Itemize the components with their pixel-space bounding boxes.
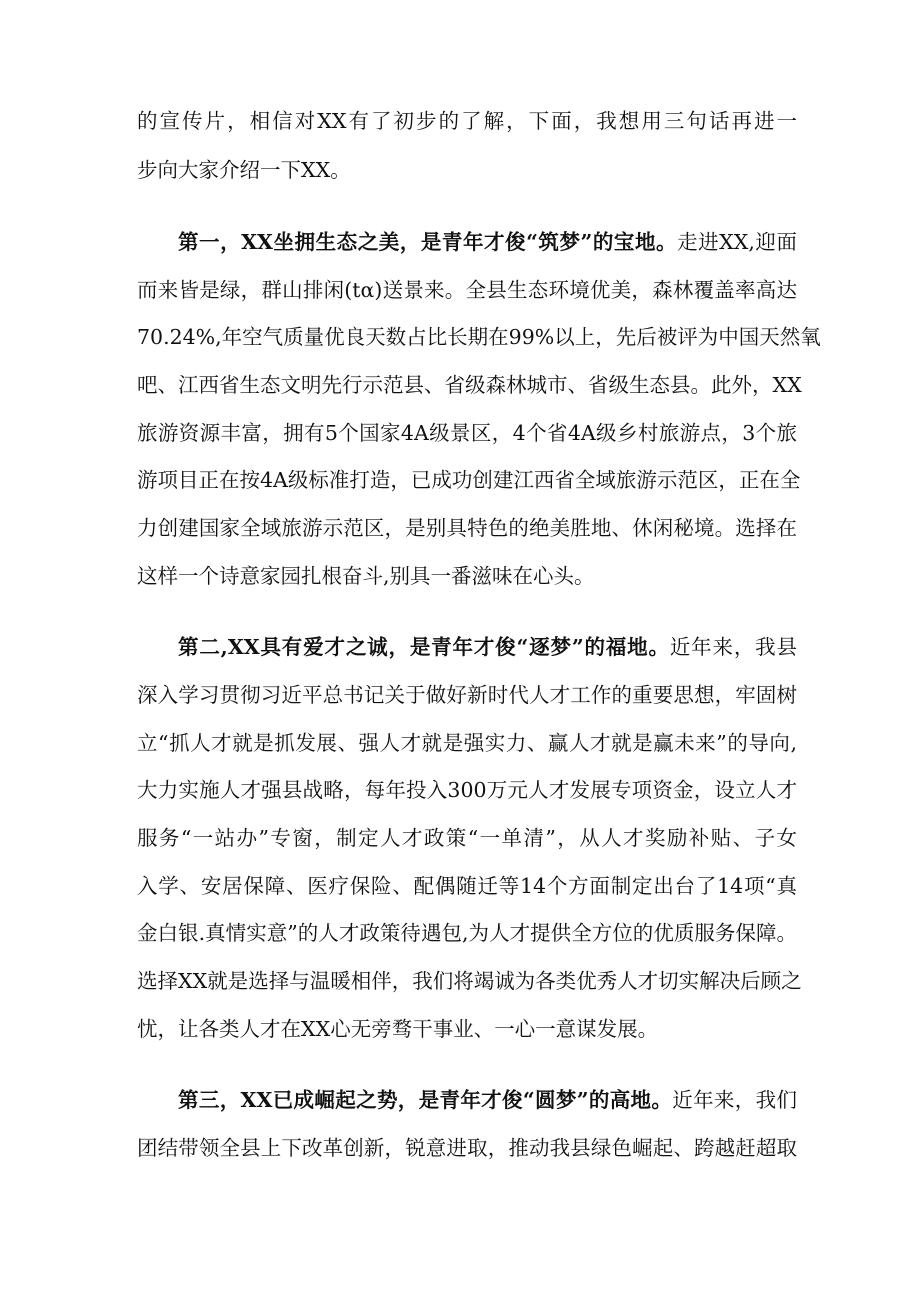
para1-line: 吧、江西省生态文明先行示范县、省级森林城市、省级生态县。此外，XX	[137, 373, 802, 397]
para3-heading: 第三，XX已成崛起之势，是青年才俊“圆梦”的高地。	[178, 1088, 673, 1112]
para2-line: 入学、安居保障、医疗保险、配偶随迁等14个方面制定出台了14项“真	[137, 874, 797, 898]
para2-line: 立“抓人才就是抓发展、强人才就是强实力、赢人才就是赢未来”的导向,	[137, 731, 797, 755]
para1-line: 旅游资源丰富，拥有5个国家4A级景区，4个省4A级乡村旅游点，3个旅	[137, 421, 797, 445]
para2-line: 忧，让各类人才在XX心无旁骛干事业、一心一意谋发展。	[137, 1017, 659, 1041]
para3-line1-tail: 近年来，我们	[672, 1088, 797, 1112]
para1-line: 70.24%,年空气质量优良天数占比长期在99%以上，先后被评为中国天然氧	[137, 325, 821, 349]
intro-line-2: 步向大家介绍一下XX。	[137, 158, 351, 182]
para1-line1-tail: 走进XX,迎面	[677, 230, 797, 254]
para1-line: 而来皆是绿，群山排闲(tα)送景来。全县生态环境优美，森林覆盖率高达	[137, 278, 797, 302]
para1-line: 这样一个诗意家园扎根奋斗,别具一番滋味在心头。	[137, 564, 595, 588]
para1-line: 游项目正在按4A级标准打造，已成功创建江西省全域旅游示范区，正在全	[137, 468, 801, 492]
para2-first-line	[178, 633, 797, 661]
para1-line: 力创建国家全域旅游示范区，是别具特色的绝美胜地、休闲秘境。选择在	[137, 516, 797, 540]
intro-line-1: 的宣传片，相信对XX有了初步的了解，下面，我想用三句话再进一	[137, 109, 797, 133]
para2-line: 选择XX就是选择与温暖相伴，我们将竭诚为各类优秀人才切实解决后顾之	[137, 969, 802, 993]
para2-line: 服务“一站办”专窗，制定人才政策“一单清”，从人才奖励补贴、子女	[137, 826, 797, 850]
para1-first-line	[178, 228, 797, 256]
para2-line: 金白银.真情实意”的人才政策待遇包,为人才提供全方位的优质服务保障。	[137, 921, 797, 945]
para3-first-line	[178, 1086, 797, 1114]
para1-heading: 第一，XX坐拥生态之美，是青年才俊“筑梦”的宝地。	[178, 230, 678, 254]
para2-line: 深入学习贯彻习近平总书记关于做好新时代人才工作的重要思想，牢固树	[137, 683, 797, 707]
para2-line: 大力实施人才强县战略，每年投入300万元人才发展专项资金，设立人才	[137, 778, 797, 802]
para3-line: 团结带领全县上下改革创新，锐意进取，推动我县绿色崛起、跨越赶超取	[137, 1136, 797, 1160]
para2-heading: 第二,XX具有爱才之诚，是青年才俊“逐梦”的福地。	[178, 635, 670, 659]
para2-line1-tail: 近年来，我县	[669, 635, 798, 659]
